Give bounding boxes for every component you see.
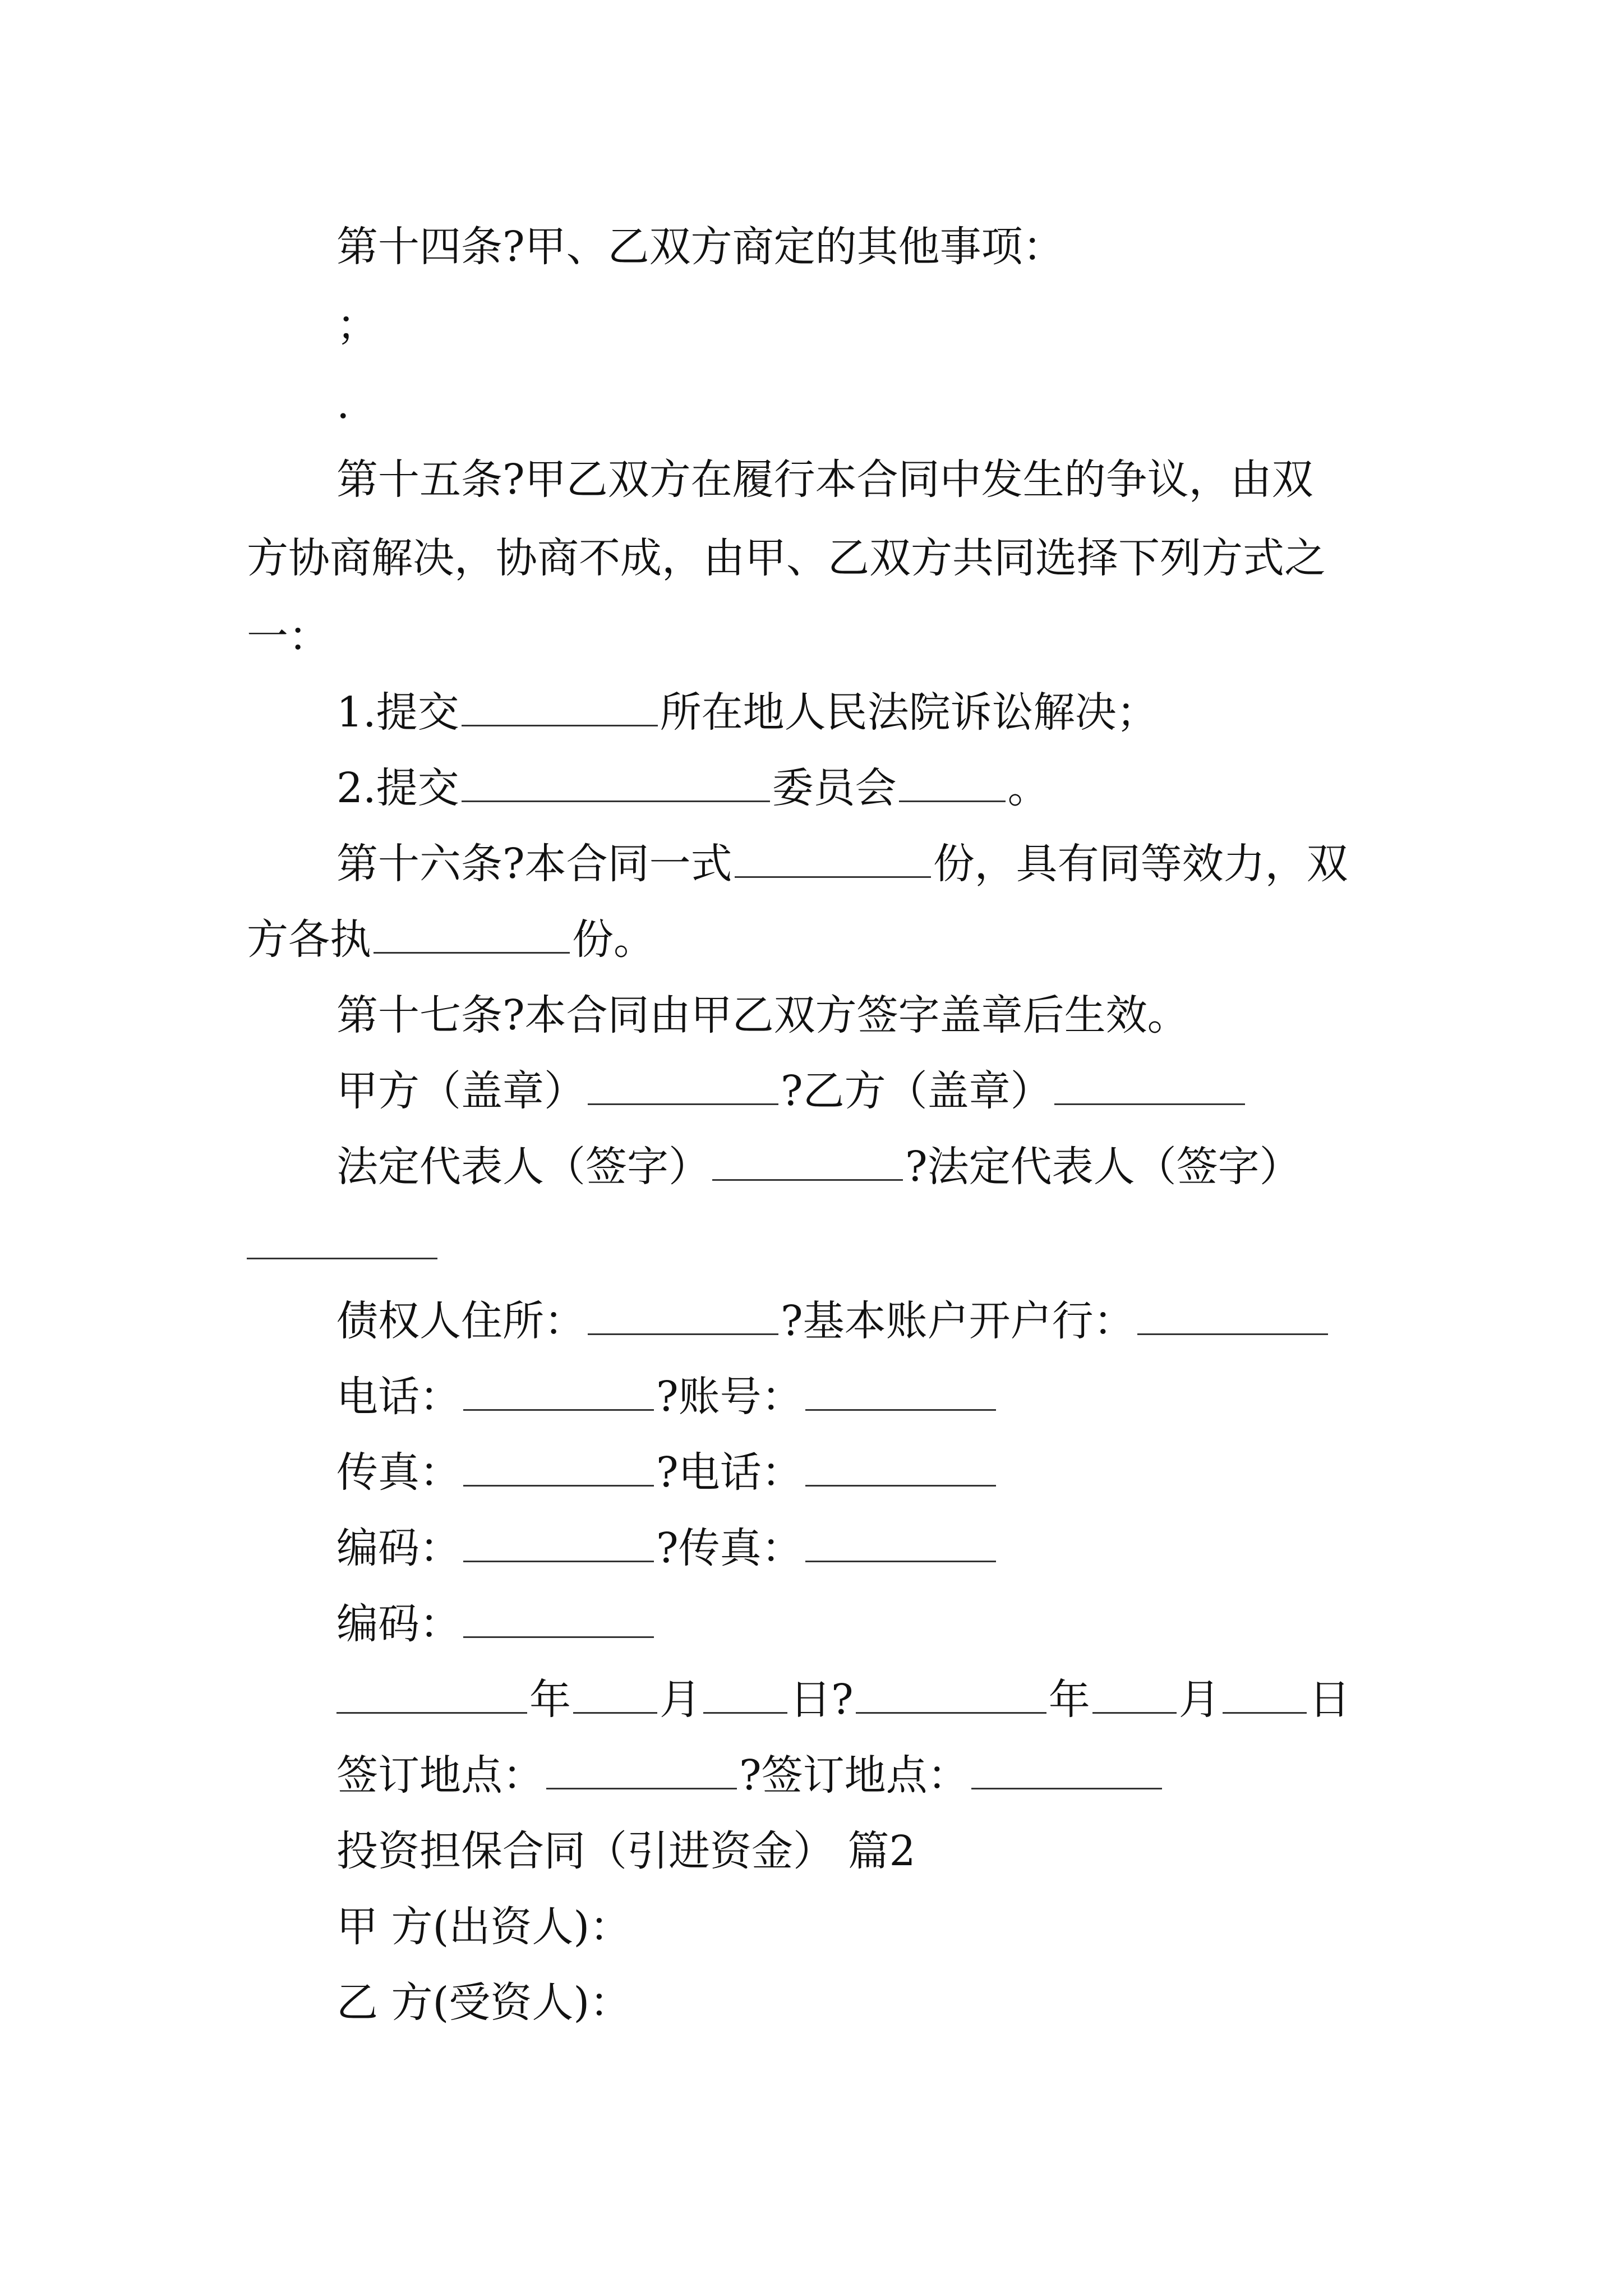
article-15-line-1: 第十五条?甲乙双方在履行本合同中发生的争议，由双 [336, 455, 1313, 504]
place-row: 签订地点： ?签订地点： [336, 1736, 1486, 1815]
fill-blank[interactable] [588, 1333, 778, 1335]
fill-blank[interactable] [1092, 1711, 1177, 1714]
fill-blank[interactable] [546, 1787, 737, 1789]
seal-row: 甲方（盖章） ?乙方（盖章） [336, 1052, 1486, 1130]
fill-blank[interactable] [463, 1560, 654, 1562]
article-17: 第十七条?本合同由甲乙双方签字盖章后生效。 [336, 991, 1189, 1039]
article-15-line-2: 方协商解决，协商不成，由甲、乙双方共同选择下列方式之 [247, 534, 1326, 582]
fill-blank[interactable] [805, 1560, 996, 1562]
part-2-title: 投资担保合同（引进资金） 篇2 [336, 1827, 916, 1875]
fill-blank[interactable] [588, 1103, 778, 1105]
address-row: 债权人住所： ?基本账户开户行： [336, 1282, 1486, 1360]
fax-row: 传真： ?电话： [336, 1433, 1486, 1512]
article-14-item-1: ； [336, 301, 378, 349]
fill-blank[interactable] [336, 1711, 527, 1714]
fill-blank[interactable] [735, 876, 931, 878]
fill-blank[interactable] [463, 1484, 654, 1487]
fill-blank[interactable] [1137, 1333, 1328, 1335]
postcode-row-2: 编码： [336, 1585, 1486, 1663]
legal-rep-blank-row [247, 1206, 1396, 1285]
fill-blank[interactable] [805, 1484, 996, 1487]
article-16-line-2: 方各执 份。 [247, 915, 655, 964]
article-15-option-2: 2.提交 委员会 。 [336, 764, 1049, 812]
date-row: 年 月 日? 年 月 日 [336, 1660, 1486, 1739]
fill-blank[interactable] [247, 1257, 437, 1259]
article-15-line-3: 一： [247, 613, 330, 661]
phone-row: 电话： ?账号： [336, 1358, 1486, 1436]
article-16-line-1: 第十六条?本合同一式 份，具有同等效力，双 [336, 840, 1348, 888]
article-14-item-2: . [336, 380, 350, 428]
fill-blank[interactable] [462, 800, 770, 802]
fill-blank[interactable] [703, 1711, 787, 1714]
fill-blank[interactable] [971, 1787, 1162, 1789]
fill-blank[interactable] [463, 1636, 654, 1638]
part-2-party-a: 甲 方(出资人)： [336, 1903, 631, 1951]
fill-blank[interactable] [712, 1179, 903, 1181]
article-14-title: 第十四条?甲、乙双方商定的其他事项： [336, 223, 1064, 271]
postcode-row: 编码： ?传真： [336, 1509, 1486, 1588]
fill-blank[interactable] [856, 1711, 1046, 1714]
fill-blank[interactable] [1223, 1711, 1307, 1714]
fill-blank[interactable] [573, 1711, 657, 1714]
fill-blank[interactable] [462, 724, 658, 726]
article-15-option-1: 1.提交 所在地人民法院诉讼解决； [336, 688, 1158, 737]
fill-blank[interactable] [463, 1409, 654, 1411]
part-2-party-b: 乙 方(受资人)： [336, 1978, 631, 2027]
fill-blank[interactable] [899, 800, 1006, 802]
legal-rep-row: 法定代表人（签字） ?法定代表人（签字） [336, 1143, 1301, 1191]
fill-blank[interactable] [1054, 1103, 1245, 1105]
fill-blank[interactable] [374, 951, 570, 954]
fill-blank[interactable] [805, 1409, 996, 1411]
